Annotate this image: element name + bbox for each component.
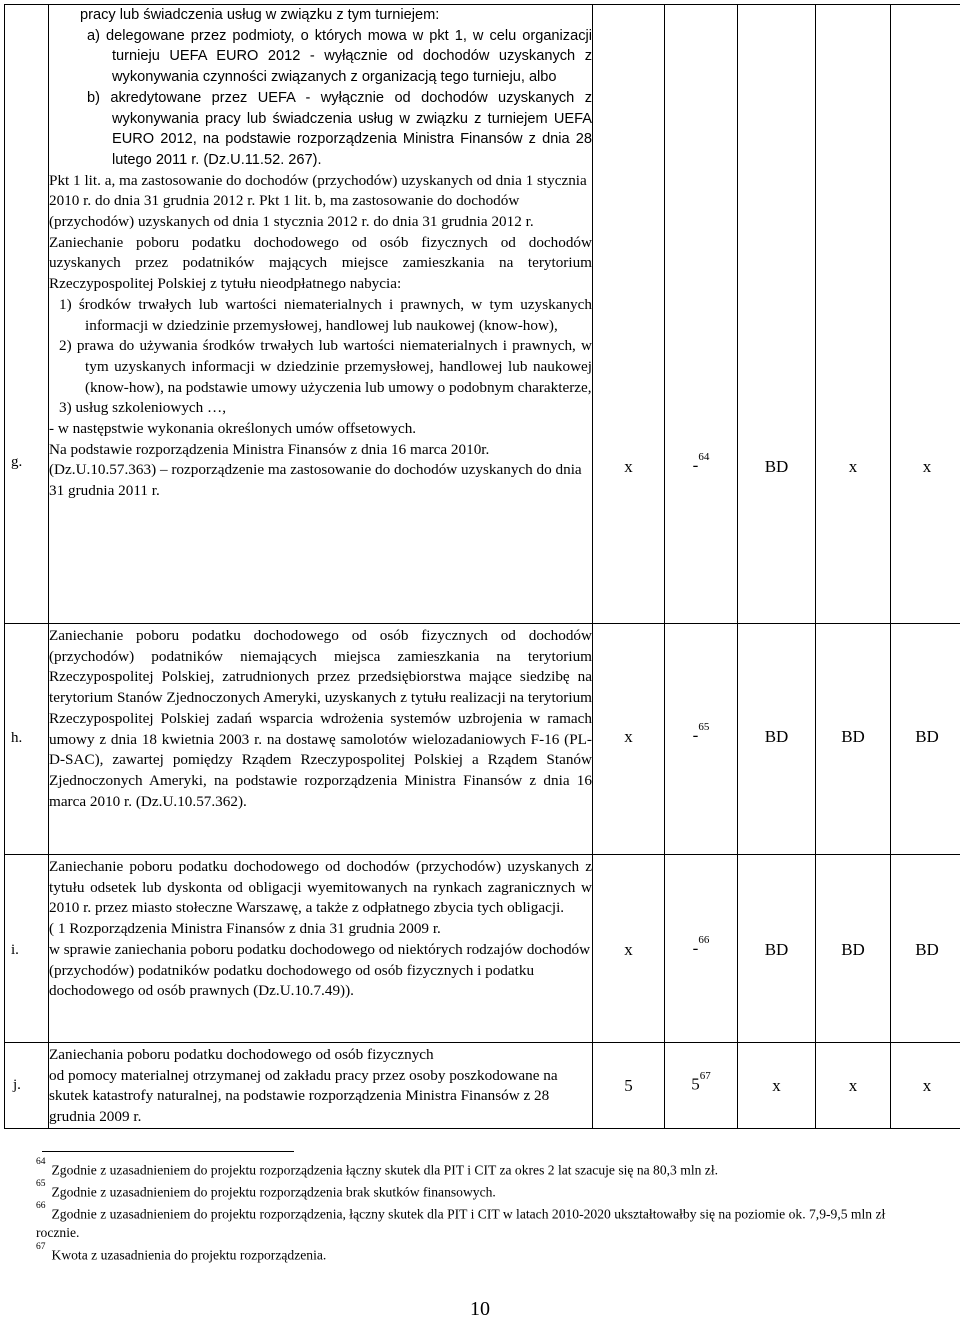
footnote-ref: 66 xyxy=(698,934,710,946)
description-cell xyxy=(49,5,593,624)
tax-expenditure-table xyxy=(4,4,960,1129)
text-paragraph: Zaniechanie poboru podatku dochodowego od osób fizycznych od dochodów (przychodów) podatników niemających miejsca zamieszkania na terytorium Rzeczypospolitej Polskiej, zatrudnionych przez przedsiębiorstwa mające siedzibę na terytorium Stanów Zjednoczonych Ameryki, uzyskanych z tytułu realizacji na terytorium Rzeczypospolitej Polskiej zadań wsparcia wdrożenia systemów uzbrojenia w ramach umowy z dnia 18 kwietnia 2003 r. na dostawę samolotów wielozadaniowych F-16 (PL-D-SAC), zawartej pomiędzy Rządem Rzeczypospolitej Polskiej a Rządem Stanów Zjednoczonych Ameryki, na podstawie rozporządzenia Ministra Finansów z dnia 16 marca 2010 r. (Dz.U.10.57.362). xyxy=(49,627,592,810)
text-line: pracy lub świadczenia usług w związku z tym turniejem: xyxy=(80,7,440,23)
table-row-h xyxy=(5,624,960,855)
table-row-j xyxy=(5,1043,960,1129)
row-label-cell xyxy=(5,1043,49,1129)
row-label: j. xyxy=(13,1077,21,1093)
value-cell: BD xyxy=(816,855,891,1043)
value-cell: BD xyxy=(738,624,816,855)
description-cell xyxy=(49,624,593,855)
legal-scope: – rozporządzenie ma zastosowanie do dochodów uzyskanych do dnia 31 grudnia 2011 r. xyxy=(49,461,582,500)
text-item-a: a) delegowane przez podmioty, o których mowa w pkt 1, w celu organizacji turnieju UEFA EURO 2012 - wyłącznie od dochodów uzyskanych z wykonywania czynności związanych z organizacją tego turnieju, albo xyxy=(87,27,592,86)
text-item-1: 1) środków trwałych lub wartości niematerialnych i prawnych, w tym uzyskanych informacji w dziedzinie przemysłowej, handlowej lub naukowej (know-how), xyxy=(59,295,592,334)
value-cell: -$^{65}$ xyxy=(665,624,738,855)
value-cell: BD xyxy=(891,624,960,855)
value-cell: BD xyxy=(816,624,891,855)
value-cell: BD xyxy=(738,855,816,1043)
legal-basis: Na podstawie rozporządzenia Ministra Finansów z dnia 16 marca 2010r. (Dz.U.10.57.363) xyxy=(49,440,490,479)
text-item-b: b) akredytowane przez UEFA - wyłącznie od dochodów uzyskanych z wykonywania pracy lub świadczenia usług w związku z turniejem UEFA EURO 2012, na podstawie rozporządzenia Ministra Finansów z dnia 28 lutego 2011 r. (Dz.U.11.52. 267). xyxy=(87,89,592,168)
text-paragraph: ( 1 Rozporządzenia Ministra Finansów z dnia 31 grudnia 2009 r. xyxy=(49,920,441,938)
text-paragraph: - w następstwie wykonania określonych umów offsetowych. xyxy=(49,420,417,438)
value-cell: -$^{66}$ xyxy=(665,855,738,1043)
value-cell: x xyxy=(816,1043,891,1129)
text-item-3: 3) usług szkoleniowych …, xyxy=(59,399,227,417)
row-label: h. xyxy=(11,730,23,746)
value-cell: $5^{67}$ xyxy=(665,1043,738,1129)
footnotes xyxy=(36,1158,916,1265)
value-cell: x xyxy=(738,1043,816,1129)
footnote-64: $^{64}$Zgodnie z uzasadnieniem do projektu rozporządzenia łączny skutek dla PIT i CIT za okres 2 lat szacuje się na 80,3 mln zł. xyxy=(36,1157,718,1178)
row-label-cell xyxy=(5,624,49,855)
footnote-ref: 64 xyxy=(698,451,710,463)
value-cell: x xyxy=(593,855,665,1043)
value-cell: BD xyxy=(738,5,816,624)
row-label-cell xyxy=(5,855,49,1043)
row-label: i. xyxy=(11,942,19,958)
value-cell: x xyxy=(891,5,960,624)
description-cell xyxy=(49,1043,593,1129)
text-paragraph: Zaniechania poboru podatku dochodowego od osób fizycznych xyxy=(49,1046,434,1063)
text-paragraph: Pkt 1 lit. a, ma zastosowanie do dochodów (przychodów) uzyskanych od dnia 1 stycznia 2010 r. do dnia 31 grudnia 2012 r. Pkt 1 lit. b, ma zastosowanie do dochodów (przychodów) uzyskanych od dnia 1 stycznia 2012 r. do dnia 31 grudnia 2012 r. xyxy=(49,171,587,231)
value-cell: 5 xyxy=(593,1043,665,1129)
value-cell: BD xyxy=(891,855,960,1043)
value-cell: x xyxy=(891,1043,960,1129)
footnote-67: $^{67}$Kwota z uzasadnienia do projektu rozporządzenia. xyxy=(36,1241,327,1263)
footnote-separator xyxy=(42,1151,294,1152)
table-row-g xyxy=(5,5,960,624)
value-cell: x xyxy=(816,5,891,624)
footnote-ref: 67 xyxy=(699,1070,711,1082)
footnote-ref: 65 xyxy=(698,721,710,733)
value-cell: -$^{64}$ xyxy=(665,5,738,624)
table-row-i xyxy=(5,855,960,1043)
text-paragraph: Zaniechanie poboru podatku dochodowego od osób fizycznych od dochodów uzyskanych przez podatników mających miejsce zamieszkania na terytorium Rzeczypospolitej Polskiej z tytułu nieodpłatnego nabycia: xyxy=(49,233,592,293)
value-cell: x xyxy=(593,5,665,624)
text-paragraph: Zaniechanie poboru podatku dochodowego od dochodów (przychodów) uzyskanych z tytułu odsetek lub dyskonta od obligacji wyemitowanych na rynkach zagranicznych w 2010 r. przez miasto stołeczne Warszawę, a także z odpłatnego zbycia tych obligacji. xyxy=(49,858,592,917)
description-cell xyxy=(49,855,593,1043)
page-number: 10 xyxy=(470,1298,490,1320)
value-cell: x xyxy=(593,624,665,855)
row-label-cell xyxy=(5,5,49,624)
footnote-65: $^{65}$Zgodnie z uzasadnieniem do projektu rozporządzenia brak skutków finansowych. xyxy=(36,1179,496,1200)
text-paragraph: w sprawie zaniechania poboru podatku dochodowego od niektórych rodzajów dochodów (przychodów) podatników podatku dochodowego od osób fizycznych i podatku dochodowego od osób prawnych (Dz.U.10.7.49)). xyxy=(49,940,591,1000)
text-paragraph: od pomocy materialnej otrzymanej od zakładu pracy przez osoby poszkodowane na skutek katastrofy naturalnej, na podstawie rozporządzenia Ministra Finansów z 28 grudnia 2009 r. xyxy=(49,1066,558,1126)
row-label: g. xyxy=(11,454,23,470)
text-paragraph xyxy=(49,440,592,502)
footnote-66: $^{66}$Zgodnie z uzasadnieniem do projektu rozporządzenia, łączny skutek dla PIT i CIT w latach 2010-2020 ukształtowałby się na poziomie ok. 7,9-9,5 mln zł rocznie. xyxy=(36,1201,886,1241)
text-item-2: 2) prawa do używania środków trwałych lub wartości niematerialnych i prawnych, w tym uzyskanych informacji w dziedzinie przemysłowej, handlowej lub naukowej (know-how), na podstawie umowy użyczenia lub umowy o podobnym charakterze, xyxy=(59,337,592,396)
